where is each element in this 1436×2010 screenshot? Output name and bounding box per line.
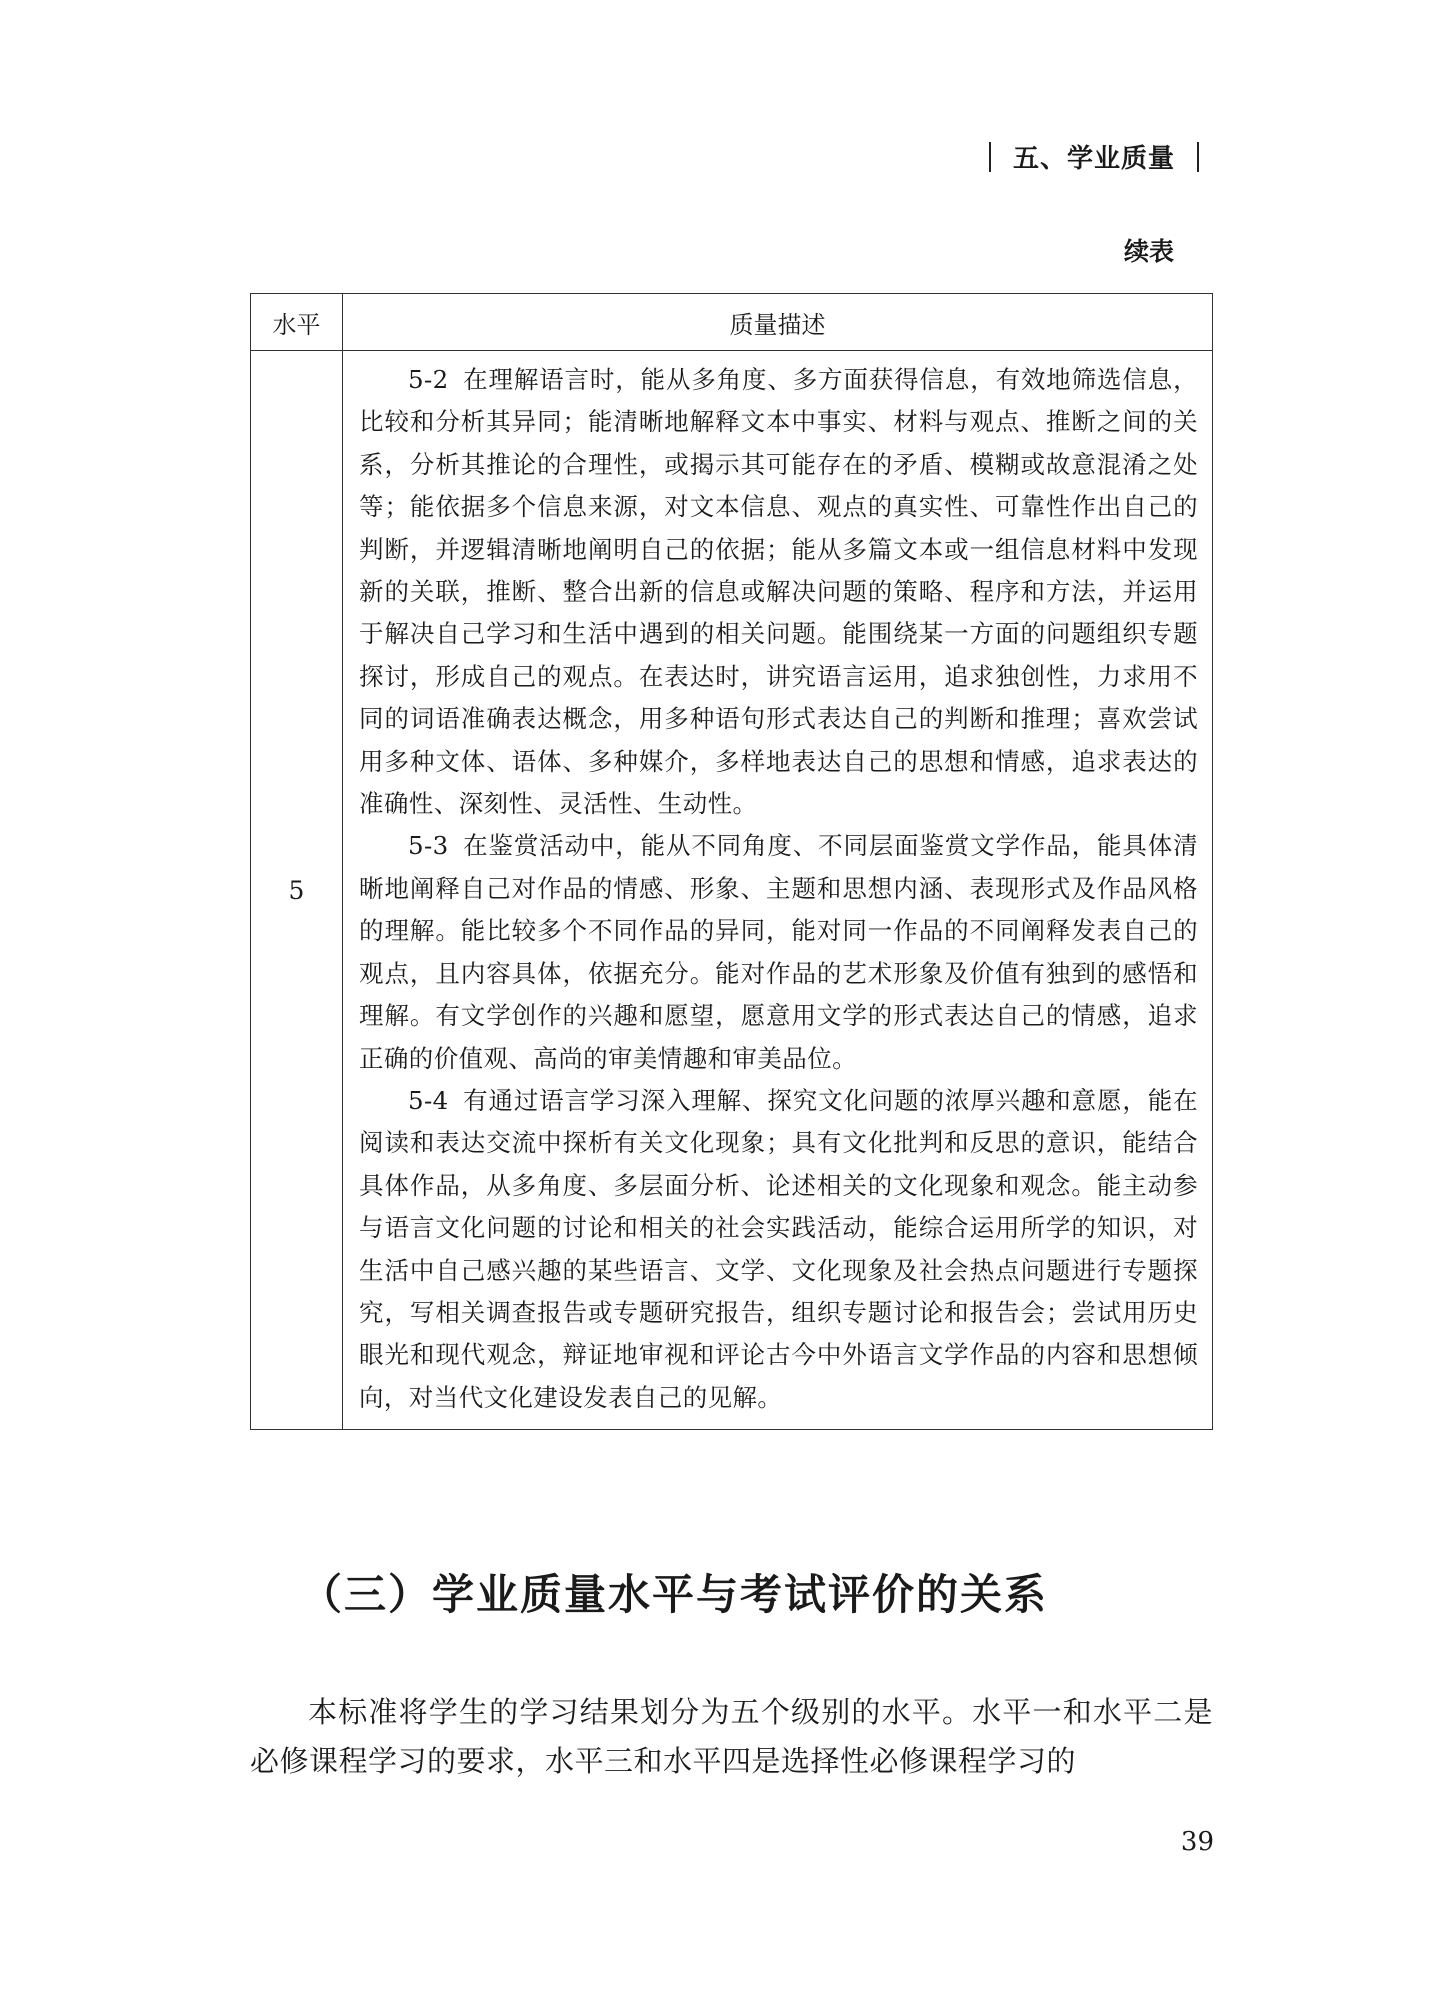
table-continued-label: 续表 xyxy=(1123,237,1174,266)
column-header-description: 质量描述 xyxy=(343,294,1213,351)
quality-item-5-2 xyxy=(359,359,1198,825)
column-header-level: 水平 xyxy=(251,294,343,351)
item-text: 有通过语言学习深入理解、探究文化问题的浓厚兴趣和意愿，能在阅读和表达交流中探析有关文化现象；具有文化批判和反思的意识，能结合具体作品，从多角度、多层面分析、论述相关的文化现象和观念。能主动参与语言文化问题的讨论和相关的社会实践活动，能综合运用所学的知识，对生活中自己感兴趣的某些语言、文学、文化现象及社会热点问题进行专题探究，写相关调查报告或专题研究报告，组织专题讨论和报告会；尝试用历史眼光和现代观念，辩证地审视和评论古今中外语言文学作品的内容和思想倾向，对当代文化建设发表自己的见解。 xyxy=(359,1085,1198,1412)
item-code: 5-2 xyxy=(408,365,449,394)
header-divider-left xyxy=(989,142,991,172)
table-row xyxy=(251,351,1213,1430)
item-code: 5-3 xyxy=(408,831,449,861)
item-code: 5-4 xyxy=(408,1085,449,1115)
item-text: 在鉴赏活动中，能从不同角度、不同层面鉴赏文学作品，能具体清晰地阐释自己对作品的情感、形象、主题和思想内涵、表现形式及作品风格的理解。能比较多个不同作品的异同，能对同一作品的不同阐释发表自己的观点，且内容具体，依据充分。能对作品的艺术形象及价值有独到的感悟和理解。有文学创作的兴趣和愿望，愿意用文学的形式表达自己的情感，追求正确的价值观、高尚的审美情趣和审美品位。 xyxy=(359,831,1198,1073)
description-cell xyxy=(343,351,1213,1430)
level-cell: 5 xyxy=(251,351,343,1430)
body-paragraph: 本标准将学生的学习结果划分为五个级别的水平。水平一和水平二是必修课程学习的要求，水平三和水平四是选择性必修课程学习的 xyxy=(250,1695,1213,1778)
page-number: 39 xyxy=(1180,1827,1214,1857)
item-text: 在理解语言时，能从多角度、多方面获得信息，有效地筛选信息，比较和分析其异同；能清晰地解释文本中事实、材料与观点、推断之间的关系，分析其推论的合理性，或揭示其可能存在的矛盾、模糊或故意混淆之处等；能依据多个信息来源，对文本信息、观点的真实性、可靠性作出自己的判断，并逻辑清晰地阐明自己的依据；能从多篇文本或一组信息材料中发现新的关联，推断、整合出新的信息或解决问题的策略、程序和方法，并运用于解决自己学习和生活中遇到的相关问题。能围绕某一方面的问题组织专题探讨，形成自己的观点。在表达时，讲究语言运用，追求独创性，力求用不同的词语准确表达概念，用多种语句形式表达自己的判断和推理；喜欢尝试用多种文体、语体、多种媒介，多样地表达自己的思想和情感，追求表达的准确性、深刻性、灵活性、生动性。 xyxy=(359,365,1198,819)
header-divider-right xyxy=(1197,142,1199,172)
running-title: 五、学业质量 xyxy=(1012,144,1175,174)
quality-item-5-3 xyxy=(359,825,1198,1079)
running-header xyxy=(967,138,1221,175)
table-header-row xyxy=(251,294,1213,351)
section-heading: （三）学业质量水平与考试评价的关系 xyxy=(300,1570,1049,1619)
quality-description-table xyxy=(250,293,1213,1430)
quality-item-5-4 xyxy=(359,1080,1198,1419)
